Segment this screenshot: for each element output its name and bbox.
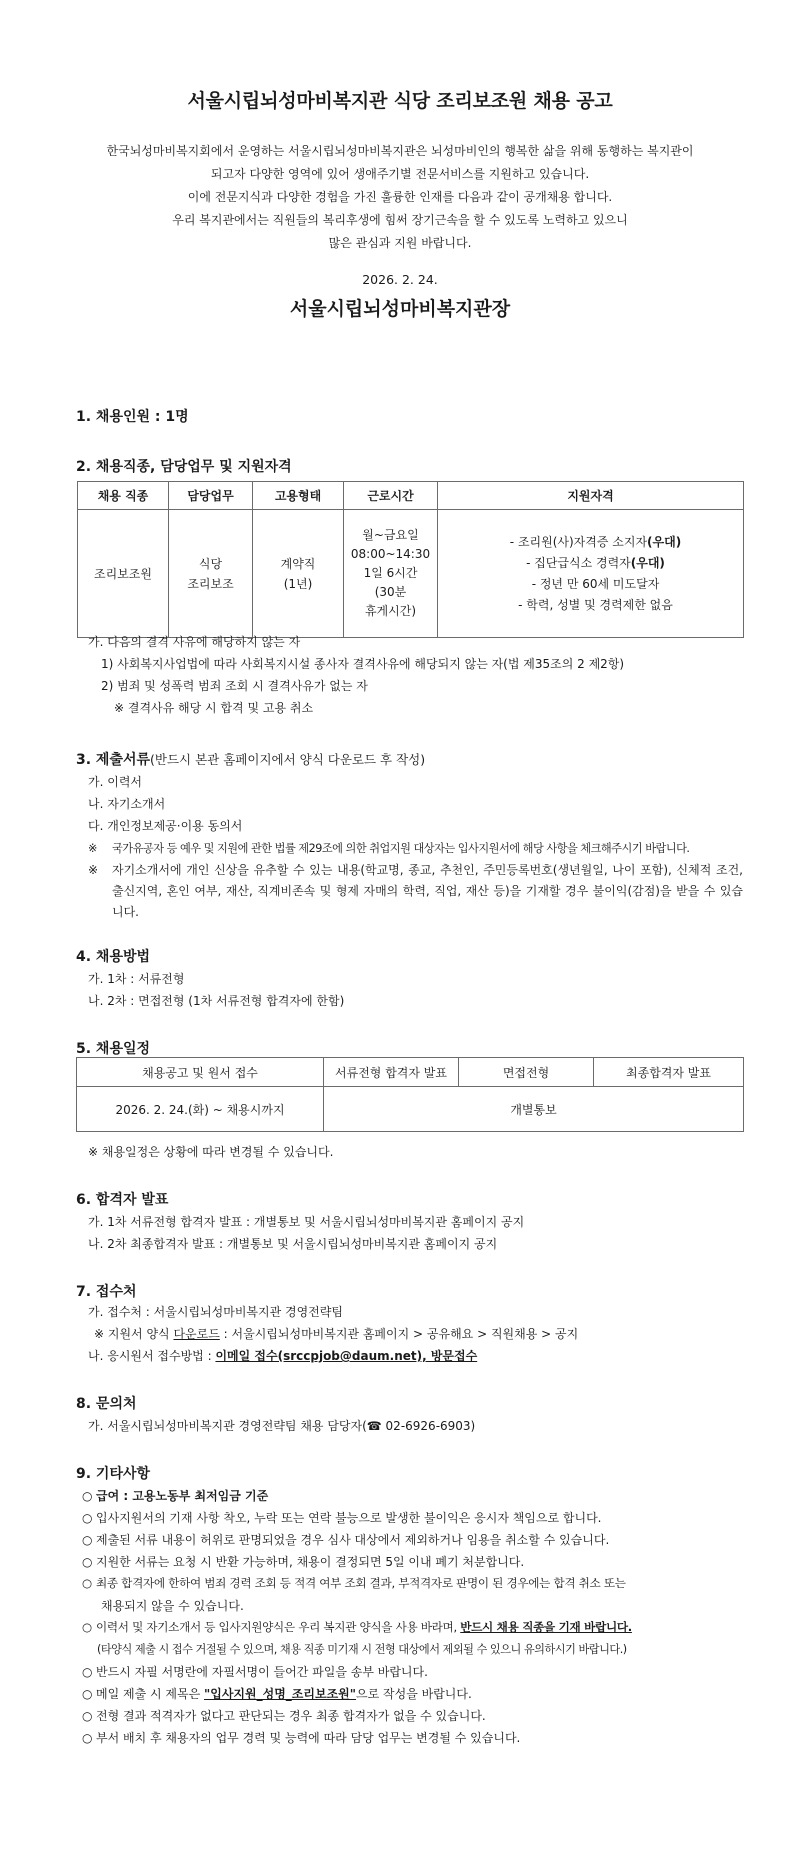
phone-icon: ☎ xyxy=(366,1419,382,1433)
bullet-icon: ○ xyxy=(82,1576,92,1590)
method-item: 가. 1차 : 서류전형 xyxy=(88,972,185,986)
misc-text: 입사지원서의 기재 사항 착오, 누락 또는 연락 불능으로 발생한 불이익은 응시자 책임으로 합니다. xyxy=(96,1511,602,1525)
schedule-table xyxy=(76,1057,744,1132)
misc-text: 최종 합격자에 한하여 범죄 경력 조회 등 적격 여부 조회 결과, 부적격자로 판명이 된 경우에는 합격 취소 또는 xyxy=(96,1576,626,1590)
bullet-icon: ○ xyxy=(82,1709,93,1723)
bullet-icon: ○ xyxy=(82,1555,93,1569)
header-hours: 근로시간 xyxy=(344,482,438,510)
intro-line: 되고자 다양한 영역에 있어 생애주기별 전문서비스를 지원하고 있습니다. xyxy=(210,167,590,181)
qualification-item: - 집단급식소 경력자(우대) xyxy=(526,555,665,570)
misc-text: 지원한 서류는 요청 시 반환 가능하며, 채용이 결정되면 5일 이내 폐기 처분합니다. xyxy=(96,1555,525,1569)
signer-name: 서울시립뇌성마비복지관장 xyxy=(289,298,511,320)
misc-item xyxy=(82,1663,428,1680)
header-employment: 고용형태 xyxy=(253,482,344,510)
announce-item: 가. 1차 서류전형 합격자 발표 : 개별통보 및 서울시립뇌성마비복지관 홈페이지 공지 xyxy=(88,1215,525,1229)
cell-hours xyxy=(344,510,438,638)
employment-line: (1년) xyxy=(283,576,313,591)
header-qualifications: 지원자격 xyxy=(438,482,744,510)
document-item: 다. 개인정보제공·이용 동의서 xyxy=(88,819,243,833)
contact-item xyxy=(88,1417,475,1434)
page-title: 서울시립뇌성마비복지관 식당 조리보조원 채용 공고 xyxy=(187,90,613,112)
note-mark: ※ xyxy=(88,863,99,877)
header-final-result: 최종합격자 발표 xyxy=(594,1058,744,1087)
hours-line: 1일 6시간 xyxy=(363,566,418,580)
document-item: 나. 자기소개서 xyxy=(88,797,166,811)
misc-text: 이력서 및 자기소개서 등 입사지원양식은 우리 복지관 양식을 사용 바라며, xyxy=(96,1620,461,1634)
document-item: 가. 이력서 xyxy=(88,775,142,789)
qualification-item: - 학력, 성별 및 경력제한 없음 xyxy=(518,597,673,612)
bullet-icon: ○ xyxy=(82,1533,93,1547)
bullet-icon: ○ xyxy=(82,1620,92,1634)
eligibility-item: 1) 사회복지사업법에 따라 사회복지시설 종사자 결격사유에 해당되지 않는 자(법 제35조의 2 제2항) xyxy=(101,657,625,671)
salary-text: 급여 : 고용노동부 최저임금 기준 xyxy=(96,1489,269,1503)
job-table xyxy=(77,481,744,638)
section-8-heading: 8. 문의처 xyxy=(76,1396,137,1412)
note-mark: ※ xyxy=(88,842,97,855)
misc-text: 으로 작성을 바랍니다. xyxy=(356,1687,472,1701)
schedule-header xyxy=(77,1058,744,1087)
section-6-heading: 6. 합격자 발표 xyxy=(76,1192,169,1208)
header-job: 채용 직종 xyxy=(78,482,169,510)
hours-line: 08:00~14:30 xyxy=(350,547,431,561)
reception-method xyxy=(88,1347,477,1364)
section-4-heading: 4. 채용방법 xyxy=(76,949,151,965)
header-document-result: 서류전형 합격자 발표 xyxy=(324,1058,459,1087)
misc-item xyxy=(82,1729,520,1746)
section-3-title: 3. 제출서류 xyxy=(76,752,151,768)
section-7-heading: 7. 접수처 xyxy=(76,1284,137,1300)
section-9-heading: 9. 기타사항 xyxy=(76,1466,151,1482)
hours-line: 휴게시간) xyxy=(364,604,417,618)
misc-item xyxy=(82,1553,524,1570)
misc-item-continued: (타양식 제출 시 접수 거절될 수 있으며, 채용 직종 미기재 시 전형 대상에서 제외될 수 있으니 유의하시기 바랍니다.) xyxy=(97,1643,627,1656)
hours-line: 월~금요일 xyxy=(362,528,419,542)
eligibility-item: 가. 다음의 결격 사유에 해당하지 않는 자 xyxy=(88,635,301,649)
note-text: 자기소개서에 개인 신상을 유추할 수 있는 내용(학교명, 종교, 추천인, 주민등록번호(생년월일, 나이 포함), 신체적 조건, 출신지역, 혼인 여부, 재산, 직계비존속 및 형제 자매의 학력, 직업, 재산 등)을 기재할 경우 불이익(감점)을 받을 수 있습니다. xyxy=(112,863,743,919)
note-text: 국가유공자 등 예우 및 지원에 관한 법률 제29조에 의한 취업지원 대상자는 입사지원서에 해당 사항을 체크해주시기 바랍니다. xyxy=(112,842,690,855)
misc-text: 부서 배치 후 채용자의 업무 경력 및 능력에 따라 담당 업무는 변경될 수 있습니다. xyxy=(96,1731,521,1745)
document-note xyxy=(88,860,743,923)
header-duty: 담당업무 xyxy=(169,482,253,510)
misc-item xyxy=(82,1509,602,1526)
bullet-icon: ○ xyxy=(82,1687,93,1701)
misc-text: 제출된 서류 내용이 허위로 판명되었을 경우 심사 대상에서 제외하거나 임용을 취소할 수 있습니다. xyxy=(96,1533,610,1547)
bullet-icon: ○ xyxy=(82,1665,93,1679)
duty-line: 식당 xyxy=(198,556,223,571)
mail-subject: "입사지원_성명_조리보조원" xyxy=(204,1687,357,1701)
method-item: 나. 2차 : 면접전형 (1차 서류전형 합격자에 한함) xyxy=(88,994,345,1008)
hours-line: (30분 xyxy=(374,585,407,599)
intro-paragraph xyxy=(0,140,800,255)
phone-number: 02-6926-6903) xyxy=(381,1419,476,1433)
schedule-note: ※ 채용일정은 상황에 따라 변경될 수 있습니다. xyxy=(88,1145,334,1159)
section-2-heading: 2. 채용직종, 담당업무 및 지원자격 xyxy=(76,459,292,475)
intro-line: 한국뇌성마비복지회에서 운영하는 서울시립뇌성마비복지관은 뇌성마비인의 행복한 삶을 위해 동행하는 복지관이 xyxy=(106,144,694,158)
qualification-item: - 정년 만 60세 미도달자 xyxy=(531,576,660,591)
misc-text: 반드시 자필 서명란에 자필서명이 들어간 파일을 송부 바랍니다. xyxy=(96,1665,428,1679)
section-3-heading xyxy=(76,749,425,769)
intro-line: 이에 전문지식과 다양한 경험을 가진 훌륭한 인재를 다음과 같이 공개채용 합니다. xyxy=(187,190,613,204)
misc-item xyxy=(82,1619,632,1635)
job-table-header xyxy=(78,482,744,510)
download-link[interactable]: 다운로드 xyxy=(173,1327,220,1341)
misc-item xyxy=(82,1575,626,1591)
table-row xyxy=(78,510,744,638)
download-note xyxy=(94,1325,578,1342)
section-1-heading: 1. 채용인원 : 1명 xyxy=(76,409,189,425)
misc-text: 전형 결과 적격자가 없다고 판단되는 경우 최종 합격자가 없을 수 있습니다. xyxy=(96,1709,486,1723)
email-link[interactable]: 이메일 접수(srccpjob@daum.net), 방문접수 xyxy=(215,1349,478,1363)
intro-line: 많은 관심과 지원 바랍니다. xyxy=(328,236,472,250)
duty-line: 조리보조 xyxy=(187,576,234,591)
download-prefix: ※ 지원서 양식 xyxy=(94,1327,174,1341)
document-note xyxy=(88,838,743,859)
form-emphasis: 반드시 채용 직종을 기재 바랍니다. xyxy=(460,1620,632,1634)
eligibility-note: ※ 결격사유 해당 시 합격 및 고용 취소 xyxy=(114,701,314,715)
misc-item xyxy=(82,1487,268,1504)
reception-item: 가. 접수처 : 서울시립뇌성마비복지관 경영전략팀 xyxy=(88,1305,343,1319)
intro-line: 우리 복지관에서는 직원들의 복리후생에 힘써 장기근속을 할 수 있도록 노력하고 있으니 xyxy=(172,213,628,227)
qualification-item: - 조리원(사)자격증 소지자(우대) xyxy=(509,534,682,549)
cell-period: 2026. 2. 24.(화) ~ 채용시까지 xyxy=(77,1087,324,1132)
bullet-icon: ○ xyxy=(82,1489,93,1503)
misc-item xyxy=(82,1685,472,1702)
cell-notice: 개별통보 xyxy=(324,1087,744,1132)
misc-item-continued: 채용되지 않을 수 있습니다. xyxy=(101,1599,244,1613)
download-path: : 서울시립뇌성마비복지관 홈페이지 > 공유해요 > 직원채용 > 공지 xyxy=(219,1327,579,1341)
announce-item: 나. 2차 최종합격자 발표 : 개별통보 및 서울시립뇌성마비복지관 홈페이지 공지 xyxy=(88,1237,498,1251)
bullet-icon: ○ xyxy=(82,1511,93,1525)
employment-line: 계약직 xyxy=(280,556,316,571)
cell-duty xyxy=(169,510,253,638)
table-row xyxy=(77,1087,744,1132)
eligibility-item: 2) 범죄 및 성폭력 범죄 조회 시 결격사유가 없는 자 xyxy=(101,679,368,693)
section-3-subtitle: (반드시 본관 홈페이지에서 양식 다운로드 후 작성) xyxy=(150,752,426,767)
misc-item xyxy=(82,1707,486,1724)
announcement-date: 2026. 2. 24. xyxy=(362,272,438,287)
contact-label: 가. 서울시립뇌성마비복지관 경영전략팀 채용 담당자( xyxy=(88,1419,367,1433)
section-5-heading: 5. 채용일정 xyxy=(76,1041,151,1057)
header-application: 채용공고 및 원서 접수 xyxy=(77,1058,324,1087)
misc-item xyxy=(82,1531,609,1548)
misc-text: 메일 제출 시 제목은 xyxy=(96,1687,204,1701)
bullet-icon: ○ xyxy=(82,1731,93,1745)
cell-employment xyxy=(253,510,344,638)
header-interview: 면접전형 xyxy=(459,1058,594,1087)
cell-qualifications xyxy=(438,510,744,638)
cell-job: 조리보조원 xyxy=(78,510,169,638)
method-label: 나. 응시원서 접수방법 : xyxy=(88,1349,216,1363)
